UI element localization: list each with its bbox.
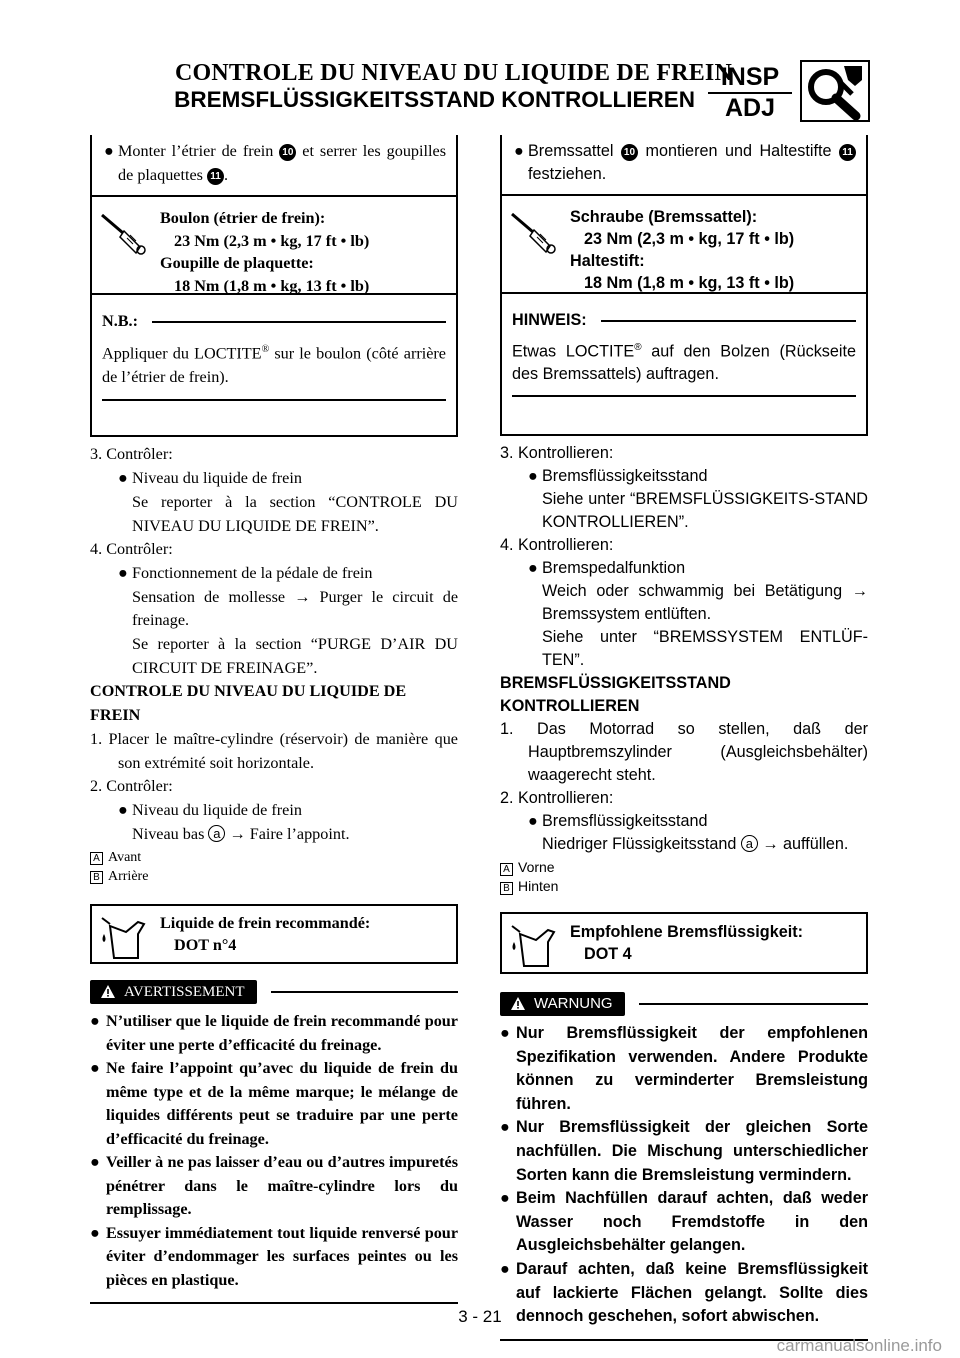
list-item: ● Niveau du liquide de frein — [90, 799, 458, 823]
divider — [512, 395, 856, 397]
list-item: ● Bremsflüssigkeitsstand — [500, 810, 868, 833]
warning-list-fr — [90, 1010, 458, 1292]
bullet-icon: ● — [528, 812, 538, 830]
bullet-icon: ● — [528, 467, 538, 485]
torque-wrench-icon — [510, 208, 558, 256]
list-item: ● Bremspedalfunktion — [500, 557, 868, 580]
column-french — [90, 135, 458, 1304]
fluid-value: DOT n°4 — [174, 936, 237, 955]
step-4: 4. Kontrollieren: — [500, 536, 614, 554]
step-text: Siehe unter “BREMSFLÜSSIGKEITS-STAND KONTROLLIEREN”. — [542, 490, 868, 531]
step-text: Sensation de mollesse → Purger le circuit de freinage. — [132, 587, 458, 630]
step-1: 1. Placer le maître-cylindre (réservoir) de manière que son extrémité soit horizontale. — [90, 729, 458, 772]
page-title-fr: CONTROLE DU NIVEAU DU LIQUIDE DE FREIN — [175, 60, 732, 86]
spec-value: 18 Nm (1,8 m • kg, 13 ft • lb) — [174, 276, 370, 295]
divider — [271, 991, 459, 993]
legend-item: B Hinten — [500, 877, 868, 896]
info-box-de — [500, 135, 868, 436]
fluid-spec-box-fr — [90, 904, 458, 964]
warning-item: ● Beim Nachfüllen darauf achten, daß weder Wasser noch Fremdstoffe in den Ausgleichsbehälter gelangen. — [500, 1189, 868, 1255]
fluid-spec-box-de — [500, 912, 868, 974]
bullet-icon: ● — [514, 142, 524, 160]
warning-item: ● Ne faire l’appoint qu’avec du liquide de frein du même type et de la même marque; le mélange de liquides différents peut se traduire par une perte d’efficacité du freinage. — [90, 1059, 458, 1148]
step-3: 3. Kontrollieren: — [500, 444, 614, 462]
spec-label: Boulon (étrier de frein): — [160, 209, 326, 228]
badge-insp: INSP — [720, 63, 780, 91]
step-3: 3. Contrôler: — [90, 445, 173, 464]
oil-can-icon — [510, 922, 558, 970]
warning-icon — [510, 996, 526, 1011]
list-item: ● Monter l’étrier de frein 10 et serrer les goupilles de plaquettes 11 . — [104, 142, 446, 184]
column-german — [500, 135, 868, 1341]
bullet-icon: ● — [500, 1259, 510, 1278]
step-text: Weich oder schwammig bei Betätigung → Bremssystem entlüften. — [542, 582, 868, 623]
note-section-de — [502, 294, 866, 434]
step-text: Niedriger Flüssigkeitsstand a → auffüllen. — [542, 835, 849, 853]
step-text: Siehe unter “BREMSSYSTEM ENTLÜF-TEN”. — [542, 628, 868, 669]
bullet-icon: ● — [528, 559, 538, 577]
warning-item: ● Veiller à ne pas laisser d’eau ou d’autres impuretés pénétrer dans le maître-cylindre lors du remplissage. — [90, 1153, 458, 1219]
fluid-label: Empfohlene Bremsflüssigkeit: — [570, 923, 803, 941]
torque-spec-section-fr — [92, 197, 456, 295]
bullet-icon: ● — [90, 1059, 100, 1078]
list-item: ● Bremsflüssigkeitsstand — [500, 465, 868, 488]
procedure-de — [500, 442, 868, 896]
bullet-icon: ● — [118, 563, 128, 582]
fluid-label: Liquide de frein recommandé: — [160, 914, 371, 933]
note-title: HINWEIS: — [512, 311, 587, 329]
step-1: 1. Das Motorrad so stellen, daß der Hauptbremszylinder (Ausgleichsbehälter) waagerecht steht. — [500, 720, 868, 784]
spec-label: Goupille de plaquette: — [160, 254, 314, 273]
warning-badge: AVERTISSEMENT — [90, 980, 257, 1004]
bullet-icon: ● — [90, 1223, 100, 1242]
step-text: Niveau bas a → Faire l’appoint. — [132, 824, 350, 843]
fluid-value: DOT 4 — [584, 945, 632, 963]
box-bullet-section-fr — [92, 135, 456, 197]
note-text: Appliquer du LOCTITE® sur le boulon (côté arrière de l’étrier de frein). — [102, 344, 446, 387]
step-text: Se reporter à la section “PURGE D’AIR DU CIRCUIT DE FREINAGE”. — [132, 635, 458, 677]
warning-badge: WARNUNG — [500, 992, 625, 1016]
wrench-inspection-icon — [800, 60, 870, 122]
section-heading: CONTROLE DU NIVEAU DU LIQUIDE DE FREIN — [90, 682, 407, 725]
spec-label: Schraube (Bremssattel): — [570, 208, 758, 226]
step-4: 4. Contrôler: — [90, 540, 173, 559]
ref-number-icon: 10 — [621, 144, 638, 161]
spec-value: 18 Nm (1,8 m • kg, 13 ft • lb) — [584, 274, 795, 292]
ref-letter-icon: a — [741, 835, 758, 852]
bullet-icon: ● — [90, 1153, 100, 1172]
bullet-icon: ● — [118, 800, 128, 819]
bullet-icon: ● — [500, 1118, 510, 1137]
legend-item: A Avant — [90, 848, 458, 867]
warning-item: ● Darauf achten, daß keine Bremsflüssigkeit auf lackierte Flächen gelangt. Sollte dies dennoch geschehen, sofort abwischen. — [500, 1259, 868, 1326]
warning-header-de — [500, 992, 868, 1016]
divider — [152, 321, 446, 323]
procedure-fr — [90, 443, 458, 886]
info-box-fr — [90, 135, 458, 437]
ref-number-icon: 11 — [839, 144, 856, 161]
divider — [639, 1003, 868, 1005]
spec-value: 23 Nm (2,3 m • kg, 17 ft • lb) — [174, 231, 370, 250]
warning-item: ● N’utiliser que le liquide de frein recommandé pour éviter une perte d’efficacité du freinage. — [90, 1012, 458, 1054]
section-badge — [708, 63, 792, 121]
note-section-fr — [92, 295, 456, 435]
step-2: 2. Kontrollieren: — [500, 789, 614, 807]
note-text: Etwas LOCTITE® auf den Bolzen (Rückseite des Bremssattels) auftragen. — [512, 342, 856, 384]
ref-number-icon: 11 — [207, 168, 224, 185]
list-item: ● Bremssattel 10 montieren und Haltestifte 11 festziehen. — [502, 140, 856, 186]
warning-list-de — [500, 1022, 868, 1329]
step-text: Se reporter à la section “CONTROLE DU NIVEAU DU LIQUIDE DE FREIN”. — [132, 492, 458, 535]
page-number: 3 - 21 — [458, 1307, 502, 1326]
legend-item: B Arrière — [90, 867, 458, 886]
warning-item: ● Essuyer immédiatement tout liquide renversé pour éviter d’endommager les surfaces peintes ou les pièces en plastique. — [90, 1223, 458, 1289]
section-heading: BREMSFLÜSSIGKEITSSTAND KONTROLLIEREN — [500, 674, 731, 715]
page-title-de: BREMSFLÜSSIGKEITSSTAND KONTROLLIEREN — [174, 87, 695, 112]
badge-adj: ADJ — [708, 92, 792, 123]
ref-number-icon: 10 — [279, 144, 296, 161]
bullet-icon: ● — [118, 469, 128, 488]
divider — [102, 399, 446, 401]
bullet-icon: ● — [104, 142, 114, 160]
bullet-icon: ● — [500, 1024, 510, 1042]
oil-can-icon — [100, 914, 148, 962]
warning-item: ● Nur Bremsflüssigkeit der gleichen Sorte nachfüllen. Die Mischung unterschiedlicher Sorten kann die Bremsleistung vermindern. — [500, 1118, 868, 1184]
warning-header-fr — [90, 980, 458, 1004]
legend-marker: B — [90, 871, 103, 884]
divider — [90, 1302, 458, 1304]
list-item: ● Niveau du liquide de frein — [90, 467, 458, 491]
torque-wrench-icon — [100, 209, 148, 257]
note-title: N.B.: — [102, 312, 138, 331]
torque-spec-section-de — [502, 196, 866, 294]
legend-marker: B — [500, 882, 513, 895]
divider — [601, 320, 856, 322]
list-item: ● Fonctionnement de la pédale de frein — [90, 562, 458, 586]
bullet-icon: ● — [90, 1012, 100, 1031]
spec-label: Haltestift: — [570, 252, 645, 270]
spec-value: 23 Nm (2,3 m • kg, 17 ft • lb) — [584, 230, 795, 248]
box-bullet-section-de — [502, 135, 866, 196]
warning-item: ● Nur Bremsflüssigkeit der empfohlenen Spezifikation verwenden. Andere Produkte können zu verminderter Bremsleistung führen. — [500, 1024, 868, 1113]
bullet-icon: ● — [500, 1189, 510, 1208]
warning-icon — [100, 984, 116, 999]
legend-marker: A — [500, 863, 513, 876]
legend-marker: A — [90, 852, 103, 865]
ref-letter-icon: a — [208, 825, 225, 842]
legend-item: A Vorne — [500, 858, 868, 877]
step-2: 2. Contrôler: — [90, 777, 173, 796]
watermark: carmanualsonline.info — [776, 1336, 942, 1355]
